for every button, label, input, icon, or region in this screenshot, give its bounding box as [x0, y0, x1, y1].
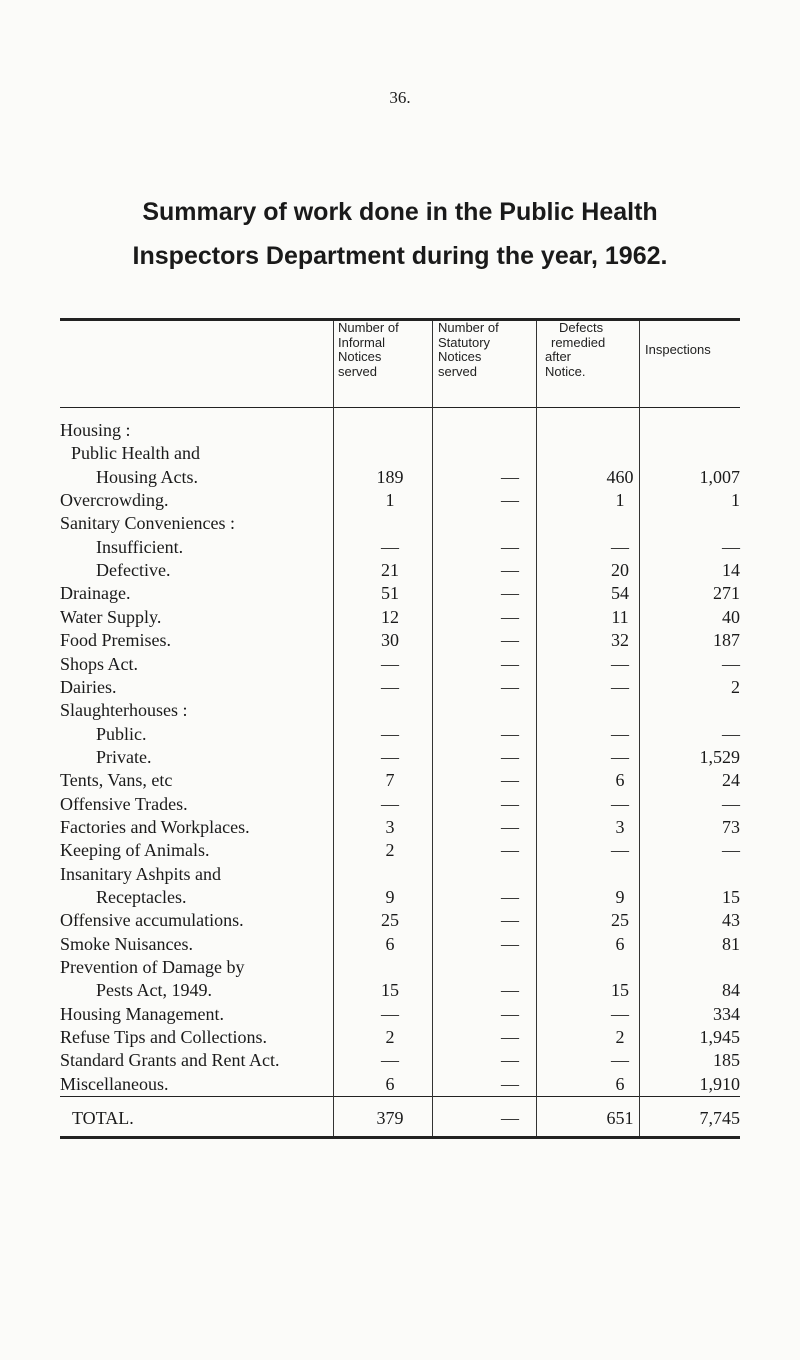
cell-remedied: 9 — [615, 887, 625, 907]
cell-informal: 21 — [381, 560, 399, 581]
table-row — [60, 605, 740, 629]
table-bottom-rule — [60, 1136, 740, 1139]
cell-inspections: 84 — [722, 980, 740, 1001]
table-row — [60, 652, 740, 676]
cell-informal: — — [381, 793, 399, 814]
row-label: Pests Act, 1949. — [96, 980, 213, 1001]
header-informal-notices: Number of Informal Notices served — [338, 320, 399, 379]
cell-inspections: 1 — [731, 490, 740, 511]
cell-remedied: 15 — [611, 980, 629, 1001]
cell-inspections: — — [722, 793, 740, 814]
table-row — [60, 465, 740, 489]
table-row — [60, 1025, 740, 1049]
total-inspections: 7,745 — [699, 1108, 740, 1128]
row-label: Smoke Nuisances. — [60, 933, 193, 954]
table-row — [60, 1002, 740, 1026]
row-label: Insufficient. — [96, 536, 184, 557]
cell-informal: 15 — [381, 980, 399, 1001]
cell-informal: 51 — [381, 583, 399, 604]
cell-statutory: — — [501, 980, 519, 1001]
cell-inspections: 271 — [713, 583, 740, 604]
table-row — [60, 418, 740, 442]
cell-statutory: — — [501, 1027, 519, 1048]
cell-remedied: — — [611, 746, 629, 767]
cell-inspections: 73 — [722, 816, 740, 837]
cell-statutory: — — [501, 653, 519, 674]
table-row — [60, 535, 740, 559]
cell-informal: 30 — [381, 630, 399, 651]
row-label: Shops Act. — [60, 653, 139, 674]
cell-inspections: 14 — [722, 560, 740, 581]
row-label: Slaughterhouses : — [60, 700, 188, 721]
table-row — [60, 722, 740, 746]
cell-informal: 9 — [385, 887, 395, 907]
cell-statutory: — — [501, 676, 519, 697]
row-label: Miscellaneous. — [60, 1073, 169, 1094]
row-label: Defective. — [96, 560, 171, 581]
cell-informal: 2 — [385, 1027, 395, 1048]
row-label: Public Health and — [71, 443, 200, 464]
table-row — [60, 441, 740, 465]
title-line-1: Summary of work done in the Public Health — [142, 198, 658, 226]
row-label: Private. — [96, 746, 152, 767]
cell-informal: — — [381, 653, 399, 674]
cell-inspections: 43 — [722, 910, 740, 931]
table-row — [60, 885, 740, 909]
cell-informal: 6 — [385, 933, 395, 954]
cell-informal: — — [381, 676, 399, 697]
table-row — [60, 581, 740, 605]
table-row — [60, 768, 740, 792]
total-label: TOTAL. — [72, 1108, 134, 1128]
cell-inspections: — — [722, 840, 740, 861]
cell-statutory: — — [501, 816, 519, 837]
row-label: Food Premises. — [60, 630, 172, 651]
cell-inspections: 24 — [722, 770, 740, 791]
table-row — [60, 628, 740, 652]
cell-remedied: — — [611, 793, 629, 814]
page-title — [0, 190, 800, 278]
cell-remedied: — — [611, 1003, 629, 1024]
cell-informal: 2 — [385, 840, 395, 861]
row-label: Housing Management. — [60, 1003, 224, 1024]
table-row — [60, 908, 740, 932]
table-row — [60, 675, 740, 699]
cell-statutory: — — [501, 1073, 519, 1094]
cell-remedied: 460 — [606, 466, 634, 487]
cell-informal: 1 — [385, 490, 395, 511]
table-row — [60, 745, 740, 769]
total-top-rule — [60, 1096, 740, 1097]
table-row — [60, 932, 740, 956]
table-row — [60, 792, 740, 816]
cell-statutory: — — [501, 466, 519, 487]
cell-inspections: 15 — [722, 887, 740, 907]
cell-informal: — — [381, 723, 399, 744]
cell-remedied: — — [611, 1050, 629, 1071]
cell-informal: 189 — [376, 466, 404, 487]
cell-remedied: — — [611, 676, 629, 697]
row-label: Offensive accumulations. — [60, 910, 244, 931]
table-row — [60, 511, 740, 535]
cell-inspections: 334 — [713, 1003, 740, 1024]
cell-informal: — — [381, 536, 399, 557]
cell-inspections: — — [722, 653, 740, 674]
cell-statutory: — — [501, 933, 519, 954]
table-row — [60, 558, 740, 582]
row-label: Insanitary Ashpits and — [60, 863, 221, 884]
cell-statutory: — — [501, 536, 519, 557]
cell-inspections: 187 — [713, 630, 740, 651]
header-bottom-rule — [60, 407, 740, 408]
cell-informal: 7 — [385, 770, 395, 791]
title-line-2: Inspectors Department during the year, 1962. — [132, 242, 668, 270]
cell-informal: — — [381, 1050, 399, 1071]
cell-inspections: — — [722, 723, 740, 744]
cell-remedied: 25 — [611, 910, 629, 931]
row-label: Factories and Workplaces. — [60, 816, 250, 837]
cell-remedied: 6 — [615, 933, 625, 954]
total-statutory: — — [501, 1108, 519, 1128]
cell-remedied: 11 — [611, 606, 629, 627]
cell-remedied: — — [611, 723, 629, 744]
cell-statutory: — — [501, 583, 519, 604]
cell-statutory: — — [501, 1050, 519, 1071]
row-label: Tents, Vans, etc — [60, 770, 173, 791]
row-label: Housing Acts. — [96, 466, 199, 487]
row-label: Dairies. — [60, 676, 117, 697]
row-label: Refuse Tips and Collections. — [60, 1027, 268, 1048]
cell-statutory: — — [501, 910, 519, 931]
header-inspections: Inspections — [645, 342, 711, 357]
cell-inspections: 2 — [731, 676, 740, 697]
cell-remedied: — — [611, 536, 629, 557]
cell-remedied: — — [611, 840, 629, 861]
row-label: Drainage. — [60, 583, 131, 604]
total-row — [60, 1106, 740, 1130]
cell-statutory: — — [501, 840, 519, 861]
cell-inspections: 1,529 — [699, 746, 740, 767]
cell-inspections: — — [722, 536, 740, 557]
cell-statutory: — — [501, 723, 519, 744]
row-label: Standard Grants and Rent Act. — [60, 1050, 280, 1071]
row-label: Prevention of Damage by — [60, 957, 245, 978]
table-row — [60, 1048, 740, 1072]
cell-statutory: — — [501, 560, 519, 581]
header-statutory-notices: Number of Statutory Notices served — [438, 320, 499, 379]
cell-informal: — — [381, 1003, 399, 1024]
row-label: Keeping of Animals. — [60, 840, 210, 861]
cell-inspections: 185 — [713, 1050, 740, 1071]
row-label: Overcrowding. — [60, 490, 169, 511]
row-label: Public. — [96, 723, 147, 744]
table-row — [60, 978, 740, 1002]
cell-statutory: — — [501, 630, 519, 651]
header-defects-remedied: Defects remedied after Notice. — [545, 320, 606, 379]
cell-inspections: 1,945 — [699, 1027, 740, 1048]
cell-informal: 3 — [385, 816, 395, 837]
table-row — [60, 815, 740, 839]
cell-informal: 6 — [385, 1073, 395, 1094]
cell-remedied: 3 — [615, 816, 625, 837]
cell-statutory: — — [501, 1003, 519, 1024]
cell-statutory: — — [501, 887, 519, 907]
cell-remedied: 54 — [611, 583, 629, 604]
table-row — [60, 698, 740, 722]
table-row — [60, 838, 740, 862]
table-row — [60, 1072, 740, 1096]
cell-remedied: 6 — [615, 1073, 625, 1094]
cell-informal: 25 — [381, 910, 399, 931]
total-remedied: 651 — [606, 1108, 634, 1128]
cell-statutory: — — [501, 770, 519, 791]
total-informal: 379 — [376, 1108, 404, 1128]
row-label: Offensive Trades. — [60, 793, 188, 814]
cell-informal: — — [381, 746, 399, 767]
row-label: Water Supply. — [60, 606, 162, 627]
page-number: 36. — [389, 88, 411, 107]
table-row — [60, 488, 740, 512]
cell-inspections: 1,910 — [699, 1073, 740, 1094]
cell-informal: 12 — [381, 606, 399, 627]
cell-statutory: — — [501, 793, 519, 814]
cell-statutory: — — [501, 746, 519, 767]
cell-remedied: 1 — [615, 490, 625, 511]
cell-statutory: — — [501, 490, 519, 511]
cell-statutory: — — [501, 606, 519, 627]
row-label: Receptacles. — [96, 887, 187, 907]
cell-remedied: 20 — [611, 560, 629, 581]
cell-remedied: 32 — [611, 630, 629, 651]
table-row — [60, 862, 740, 886]
table-row — [60, 955, 740, 979]
cell-remedied: — — [611, 653, 629, 674]
row-label: Housing : — [60, 420, 131, 440]
cell-inspections: 1,007 — [699, 466, 740, 487]
cell-inspections: 40 — [722, 606, 740, 627]
cell-remedied: 2 — [615, 1027, 625, 1048]
cell-remedied: 6 — [615, 770, 625, 791]
row-label: Sanitary Conveniences : — [60, 513, 235, 534]
cell-inspections: 81 — [722, 933, 740, 954]
